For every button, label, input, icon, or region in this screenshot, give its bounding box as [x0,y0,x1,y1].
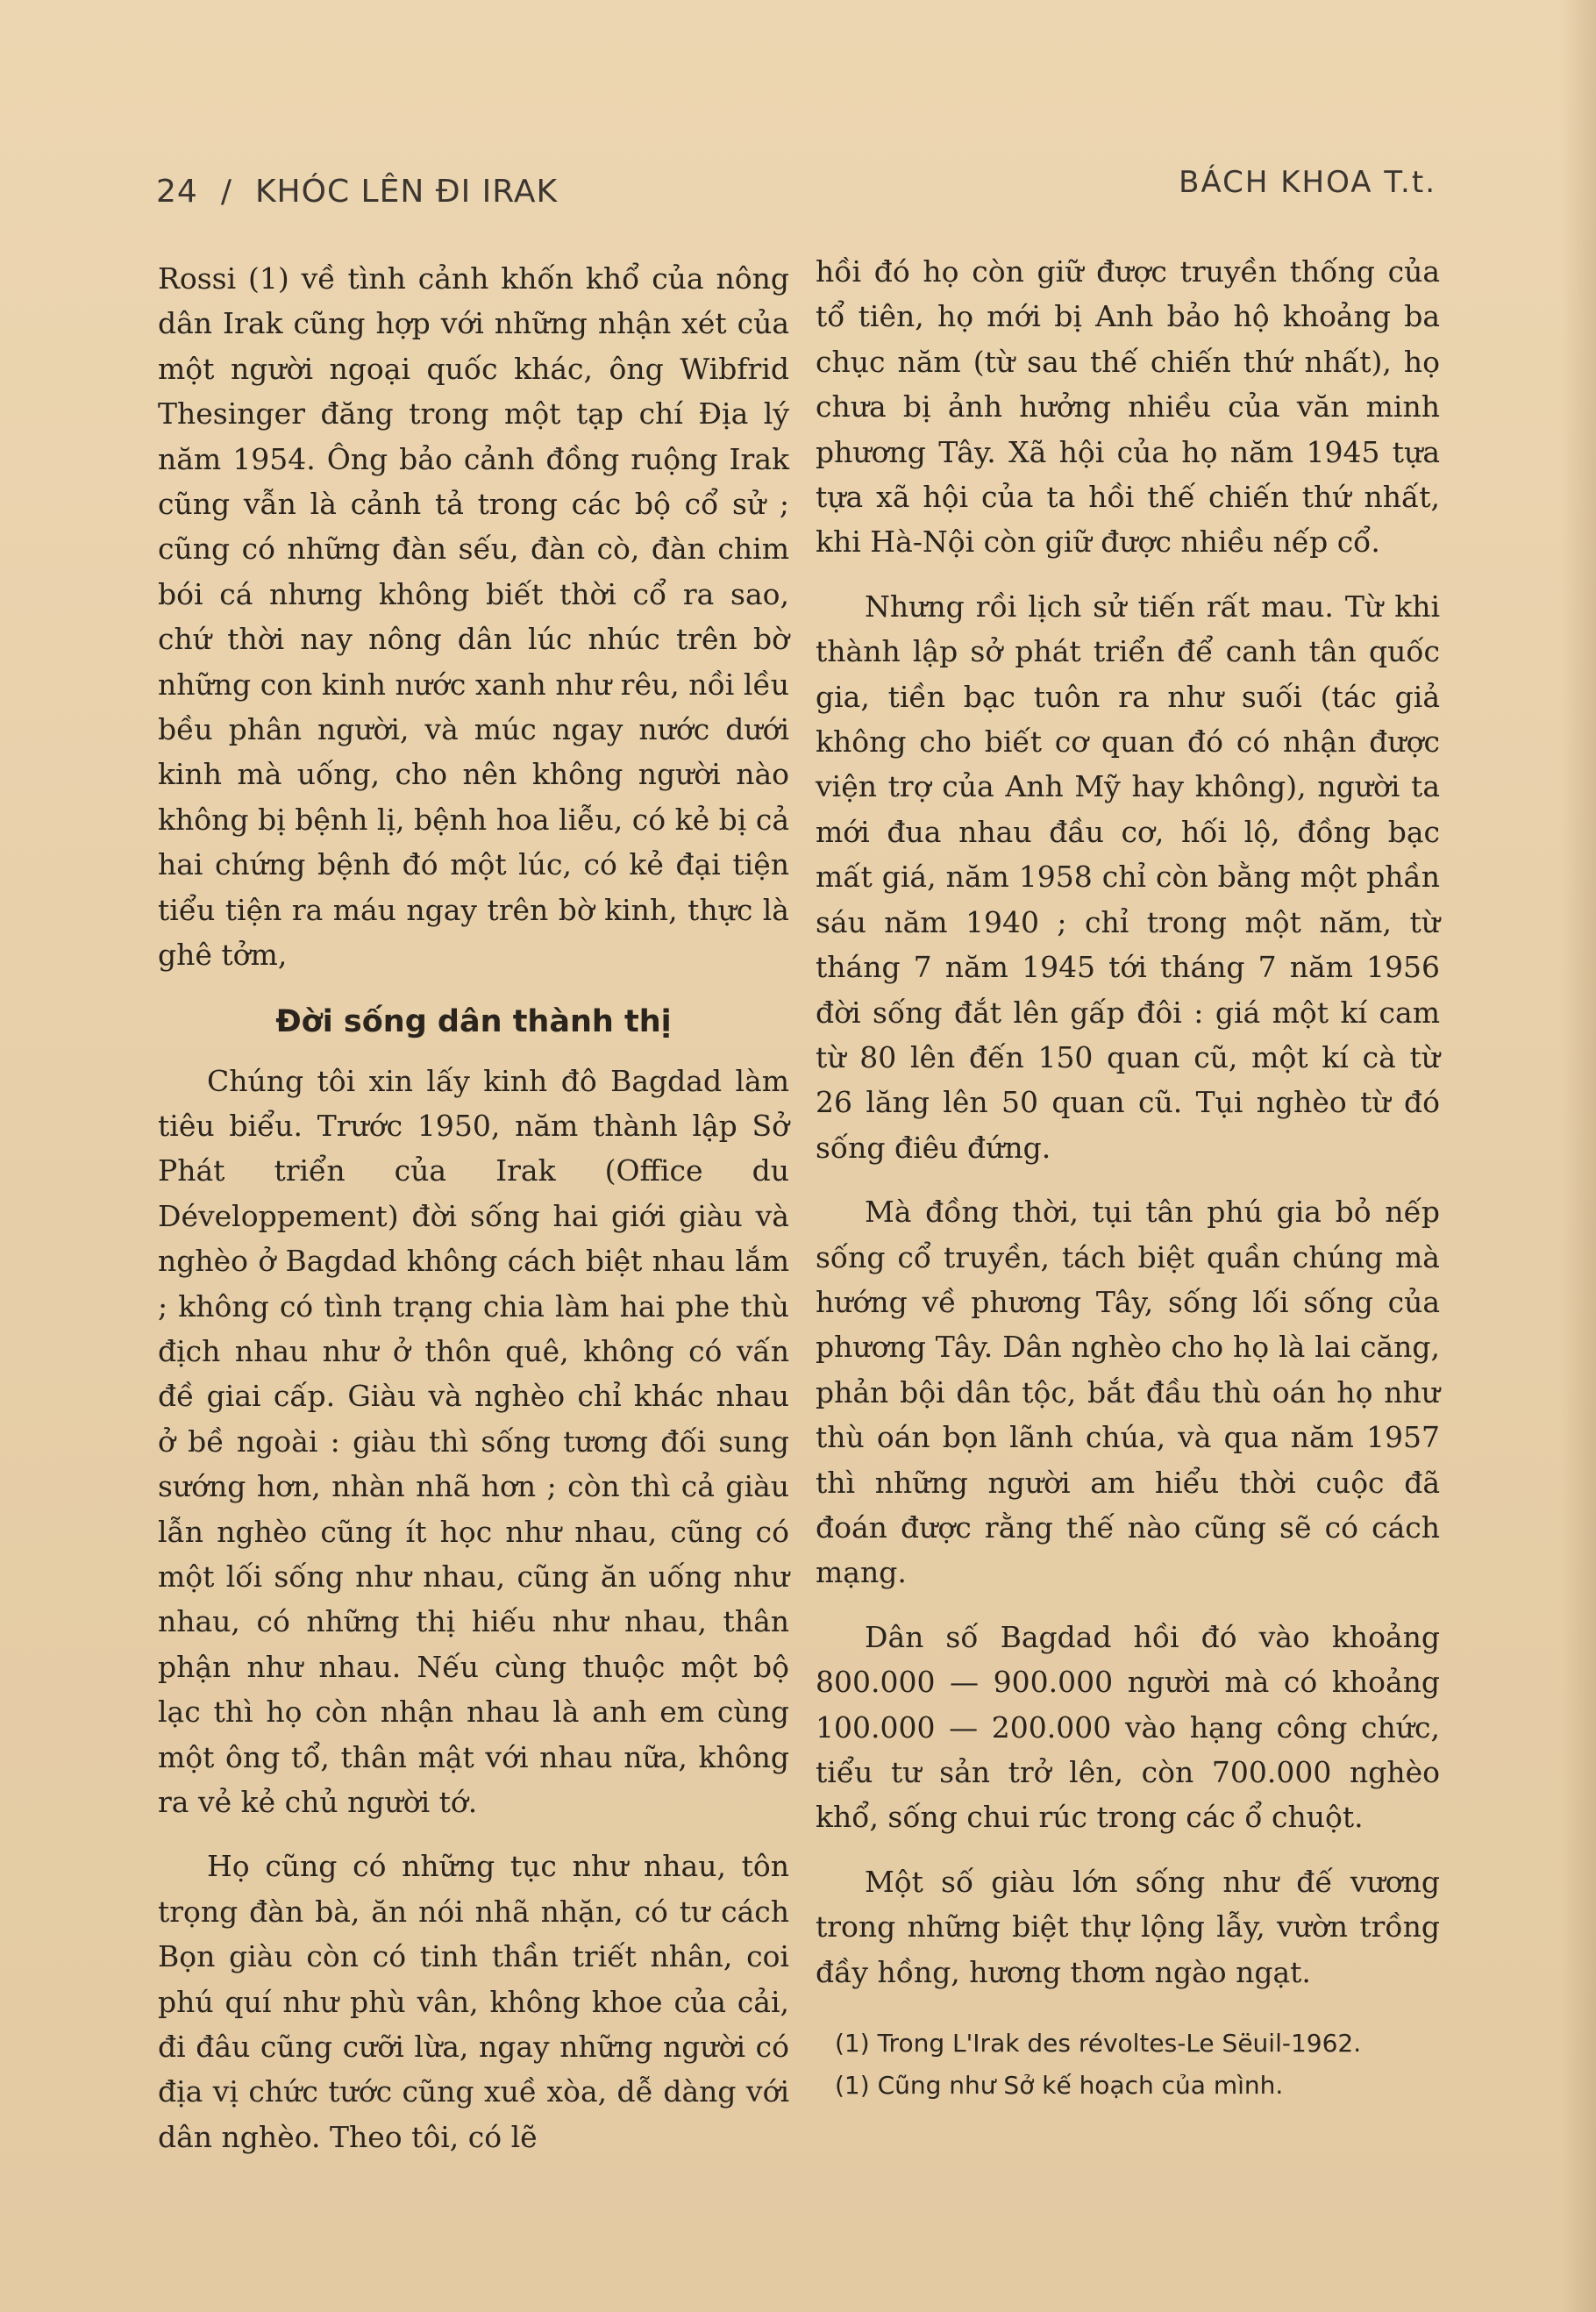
footnote-1: (1) Trong L'Irak des révoltes-Le Sëuil-1962. [835,2029,1362,2059]
right-paragraph-5: Một số giàu lớn sống như đế vương trong những biệt thự lộng lẫy, vườn trồng đầy hồng, hương thơm ngào ngạt. [816,1864,1440,1989]
left-paragraph-2: Chúng tôi xin lấy kinh đô Bagdad làm tiêu biểu. Trước 1950, năm thành lập Sở Phát triển của Irak (Office du Développement) đời sống hai giới giàu và nghèo ở Bagdad không cách biệt nhau lắm ; không có tình trạng chia làm hai phe thù địch nhau như ở thôn quê, không có vấn đề giai cấp. Giàu và nghèo chỉ khác nhau ở bề ngoài : giàu thì sống tương đối sung sướng hơn, nhàn nhã hơn ; còn thì cả giàu lẫn nghèo cũng ít học như nhau, cũng có một lối sống như nhau, cũng ăn uống như nhau, có những thị hiếu như nhau, thân phận như nhau. Nếu cùng thuộc một bộ lạc thì họ còn nhận nhau là anh em cùng một ông tổ, thân mật với nhau nữa, không ra vẻ kẻ chủ người tớ. [158,1063,789,1819]
footnotes [816,2016,1440,2107]
right-column [816,249,1440,2107]
header-left [156,174,558,210]
running-header [156,165,1436,218]
right-paragraph-2: Nhưng rồi lịch sử tiến rất mau. Từ khi thành lập sở phát triển để canh tân quốc gia, tiền bạc tuôn ra như suối (tác giả không cho biết cơ quan đó có nhận được viện trợ của Anh Mỹ hay không), người ta mới đua nhau đầu cơ, hối lộ, đồng bạc mất giá, năm 1958 chỉ còn bằng một phần sáu năm 1940 ; chỉ trong một năm, từ tháng 7 năm 1945 tới tháng 7 năm 1956 đời sống đắt lên gấp đôi : giá một kí cam từ 80 lên đến 150 quan cũ, một kí cà từ 26 lăng lên 50 quan cũ. Tụi nghèo từ đó sống điêu đứng. [816,589,1440,1165]
left-column [158,256,789,2159]
right-paragraph-4: Dân số Bagdad hồi đó vào khoảng 800.000 — 900.000 người mà có khoảng 100.000 — 200.000 vào hạng công chức, tiểu tư sản trở lên, còn 700.000 nghèo khổ, sống chui rúc trong các ổ chuột. [816,1619,1440,1835]
footnote-2: (1) Cũng như Sở kế hoạch của mình. [835,2071,1284,2101]
article-title: KHÓC LÊN ĐI IRAK [254,174,559,210]
right-paragraph-1: hồi đó họ còn giữ được truyền thống của tổ tiên, họ mới bị Anh bảo hộ khoảng ba chục năm (từ sau thế chiến thứ nhất), họ chưa bị ảnh hưởng nhiều của văn minh phương Tây. Xã hội của họ năm 1945 tựa tựa xã hội của ta hồi thế chiến thứ nhất, khi Hà-Nội còn giữ được nhiều nếp cổ. [816,254,1440,560]
section-heading: Đời sống dân thành thị [275,1003,672,1039]
publication-name: BÁCH KHOA T.t. [1179,165,1436,200]
left-paragraph-3: Họ cũng có những tục như nhau, tôn trọng đàn bà, ăn nói nhã nhặn, có tư cách Bọn giàu còn có tinh thần triết nhân, coi phú quí như phù vân, không khoe của cải, đi đâu cũng cưỡi lừa, ngay những người có địa vị chức tước cũng xuề xòa, dễ dàng với dân nghèo. Theo tôi, có lẽ [158,1849,789,2154]
left-paragraph-1: Rossi (1) về tình cảnh khốn khổ của nông dân Irak cũng hợp với những nhận xét của một người ngoại quốc khác, ông Wibfrid Thesinger đăng trong một tạp chí Địa lý năm 1954. Ông bảo cảnh đồng ruộng Irak cũng vẫn là cảnh tả trong các bộ cổ sử ; cũng có những đàn sếu, đàn cò, đàn chim bói cá nhưng không biết thời cổ ra sao, chứ thời nay nông dân lúc nhúc trên bờ những con kinh nước xanh như rêu, nồi lều bều phân người, và múc ngay nước dưới kinh mà uống, cho nên không người nào không bị bệnh lị, bệnh hoa liễu, có kẻ bị cả hai chứng bệnh đó một lúc, có kẻ đại tiện tiểu tiện ra máu ngay trên bờ kinh, thực là ghê tởm, [158,261,789,973]
page-edge-shadow [1561,0,1596,2312]
header-separator: / [220,174,232,210]
right-paragraph-3: Mà đồng thời, tụi tân phú gia bỏ nếp sống cổ truyền, tách biệt quần chúng mà hướng về phương Tây, sống lối sống của phương Tây. Dân nghèo cho họ là lai căng, phản bội dân tộc, bắt đầu thù oán họ như thù oán bọn lãnh chúa, và qua năm 1957 thì những người am hiểu thời cuộc đã đoán được rằng thế nào cũng sẽ có cách mạng. [816,1195,1440,1590]
page-number: 24 [156,174,198,210]
